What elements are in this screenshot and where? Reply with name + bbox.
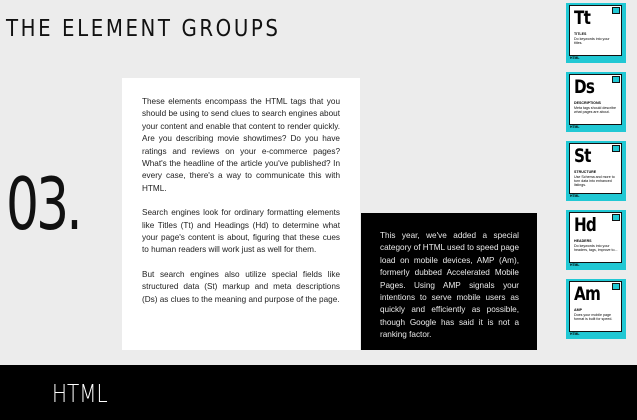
tile-symbol: St xyxy=(574,145,591,167)
tile-corner-icon xyxy=(612,214,620,221)
intro-paragraph-3: But search engines also utilize special fields like structured data (St) markup and meta descriptions (Ds) as clues to the meaning and purpose of the page. xyxy=(142,269,340,304)
tile-name: STRUCTURE xyxy=(574,170,597,174)
tile-footer: HTML xyxy=(570,194,580,198)
intro-paragraph-1: These elements encompass the HTML tags that you should be using to send clues to search engines about your content and enable that content to render quickly. Are you describing movie showtimes? Do you have ratings and reviews on your e-commerce pages? What's the headline of the article you've published? In every case, there's a way to communicate this with HTML. xyxy=(142,97,340,193)
tile-footer: HTML xyxy=(570,263,580,267)
tile-card xyxy=(569,143,622,194)
tile-corner-icon xyxy=(612,7,620,14)
amp-paragraph: This year, we've added a special category of HTML used to speed page load on mobile devices, AMP (Am), formerly dubbed Accelerated Mobile Pages. Using AMP signals your intentions to serve mobile users as quickly and efficiently as possible, though Google has said it is not a ranking factor. xyxy=(380,231,519,340)
tile-description: Do keywords into your headers, tags, improve to... xyxy=(574,244,618,253)
intro-text-card xyxy=(122,78,360,350)
footer-bar xyxy=(0,365,637,420)
tile-corner-icon xyxy=(612,283,620,290)
tile-symbol: Ds xyxy=(574,76,595,98)
tile-footer: HTML xyxy=(570,125,580,129)
tile-name: AMP xyxy=(574,308,582,312)
tile-card xyxy=(569,212,622,263)
tile-name: TITLES xyxy=(574,32,587,36)
tile-footer: HTML xyxy=(570,56,580,60)
tile-card xyxy=(569,74,622,125)
tile-corner-icon xyxy=(612,76,620,83)
tile-symbol: Tt xyxy=(574,7,591,29)
tile-symbol: Am xyxy=(574,283,601,305)
tile-footer: HTML xyxy=(570,332,580,336)
tile-description: Does your mobile page format is built for speed. xyxy=(574,313,613,322)
amp-text-card xyxy=(361,213,537,350)
tile-corner-icon xyxy=(612,145,620,152)
element-tile-structure xyxy=(566,141,626,201)
footer-label: HTML xyxy=(52,379,108,408)
tile-symbol: Hd xyxy=(574,214,597,236)
tile-description: Use Schema and more to turn data into enhanced listings. xyxy=(574,175,615,188)
tile-description: Meta tags should describe what pages are about. xyxy=(574,106,616,115)
page-heading: THE ELEMENT GROUPS xyxy=(6,16,281,42)
intro-paragraph-2: Search engines look for ordinary formatting elements like Titles (Tt) and Headings (Hd) to determine what your page's content is about, figuring that these cues to human readers will work just as well for them. xyxy=(142,208,340,255)
element-tile-amp xyxy=(566,279,626,339)
tile-card xyxy=(569,5,622,56)
element-tile-titles xyxy=(566,3,626,63)
tile-description: Do keywords into your titles. xyxy=(574,37,610,46)
tile-name: DESCRIPTIONS xyxy=(574,101,601,105)
section-number: 03. xyxy=(6,162,80,246)
element-tile-headers xyxy=(566,210,626,270)
tile-name: HEADERS xyxy=(574,239,592,243)
element-tile-descriptions xyxy=(566,72,626,132)
tile-card xyxy=(569,281,622,332)
